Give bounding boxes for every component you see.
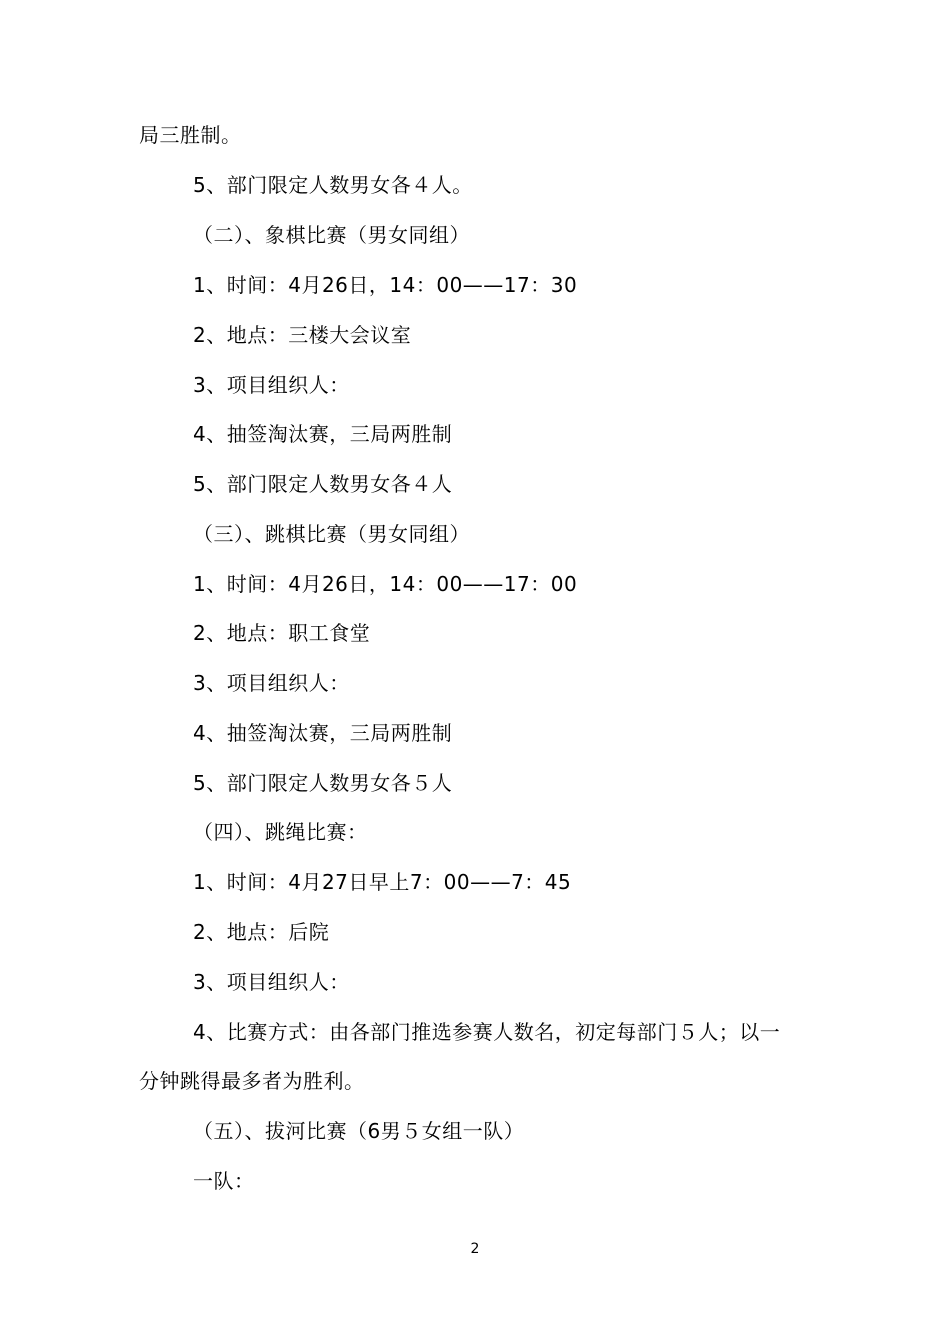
list-item: 2、地点：后院 [193,920,330,944]
list-item: 1、时间：4月26日，14：00——17：30 [193,273,578,297]
list-item: 2、地点：三楼大会议室 [193,323,412,347]
list-item: 2、地点：职工食堂 [193,621,371,645]
section-heading: （三）、跳棋比赛（男女同组） [193,522,470,546]
list-item: 3、项目组织人： [193,671,350,695]
list-item: 5、部门限定人数男女各４人。 [193,173,473,197]
paragraph-continuation: 分钟跳得最多者为胜利。 [139,1069,365,1093]
section-heading: （五）、拔河比赛（6男５女组一队） [193,1119,525,1143]
section-heading: （二）、象棋比赛（男女同组） [193,223,470,247]
list-item: 1、时间：4月27日早上7：00——7：45 [193,870,572,894]
section-heading: （四）、跳绳比赛： [193,820,368,844]
list-item: 4、抽签淘汰赛，三局两胜制 [193,721,453,745]
list-item: 一队： [193,1169,255,1193]
list-item: 4、抽签淘汰赛，三局两胜制 [193,422,453,446]
list-item: 5、部门限定人数男女各５人 [193,771,453,795]
page-number: 2 [470,1241,480,1257]
list-item: 3、项目组织人： [193,970,350,994]
list-item: 1、时间：4月26日，14：00——17：00 [193,572,578,596]
list-item: 3、项目组织人： [193,373,350,397]
paragraph-continuation: 局三胜制。 [139,123,242,147]
list-item: 4、比赛方式：由各部门推选参赛人数名，初定每部门５人；以一 [193,1020,781,1044]
list-item: 5、部门限定人数男女各４人 [193,472,453,496]
